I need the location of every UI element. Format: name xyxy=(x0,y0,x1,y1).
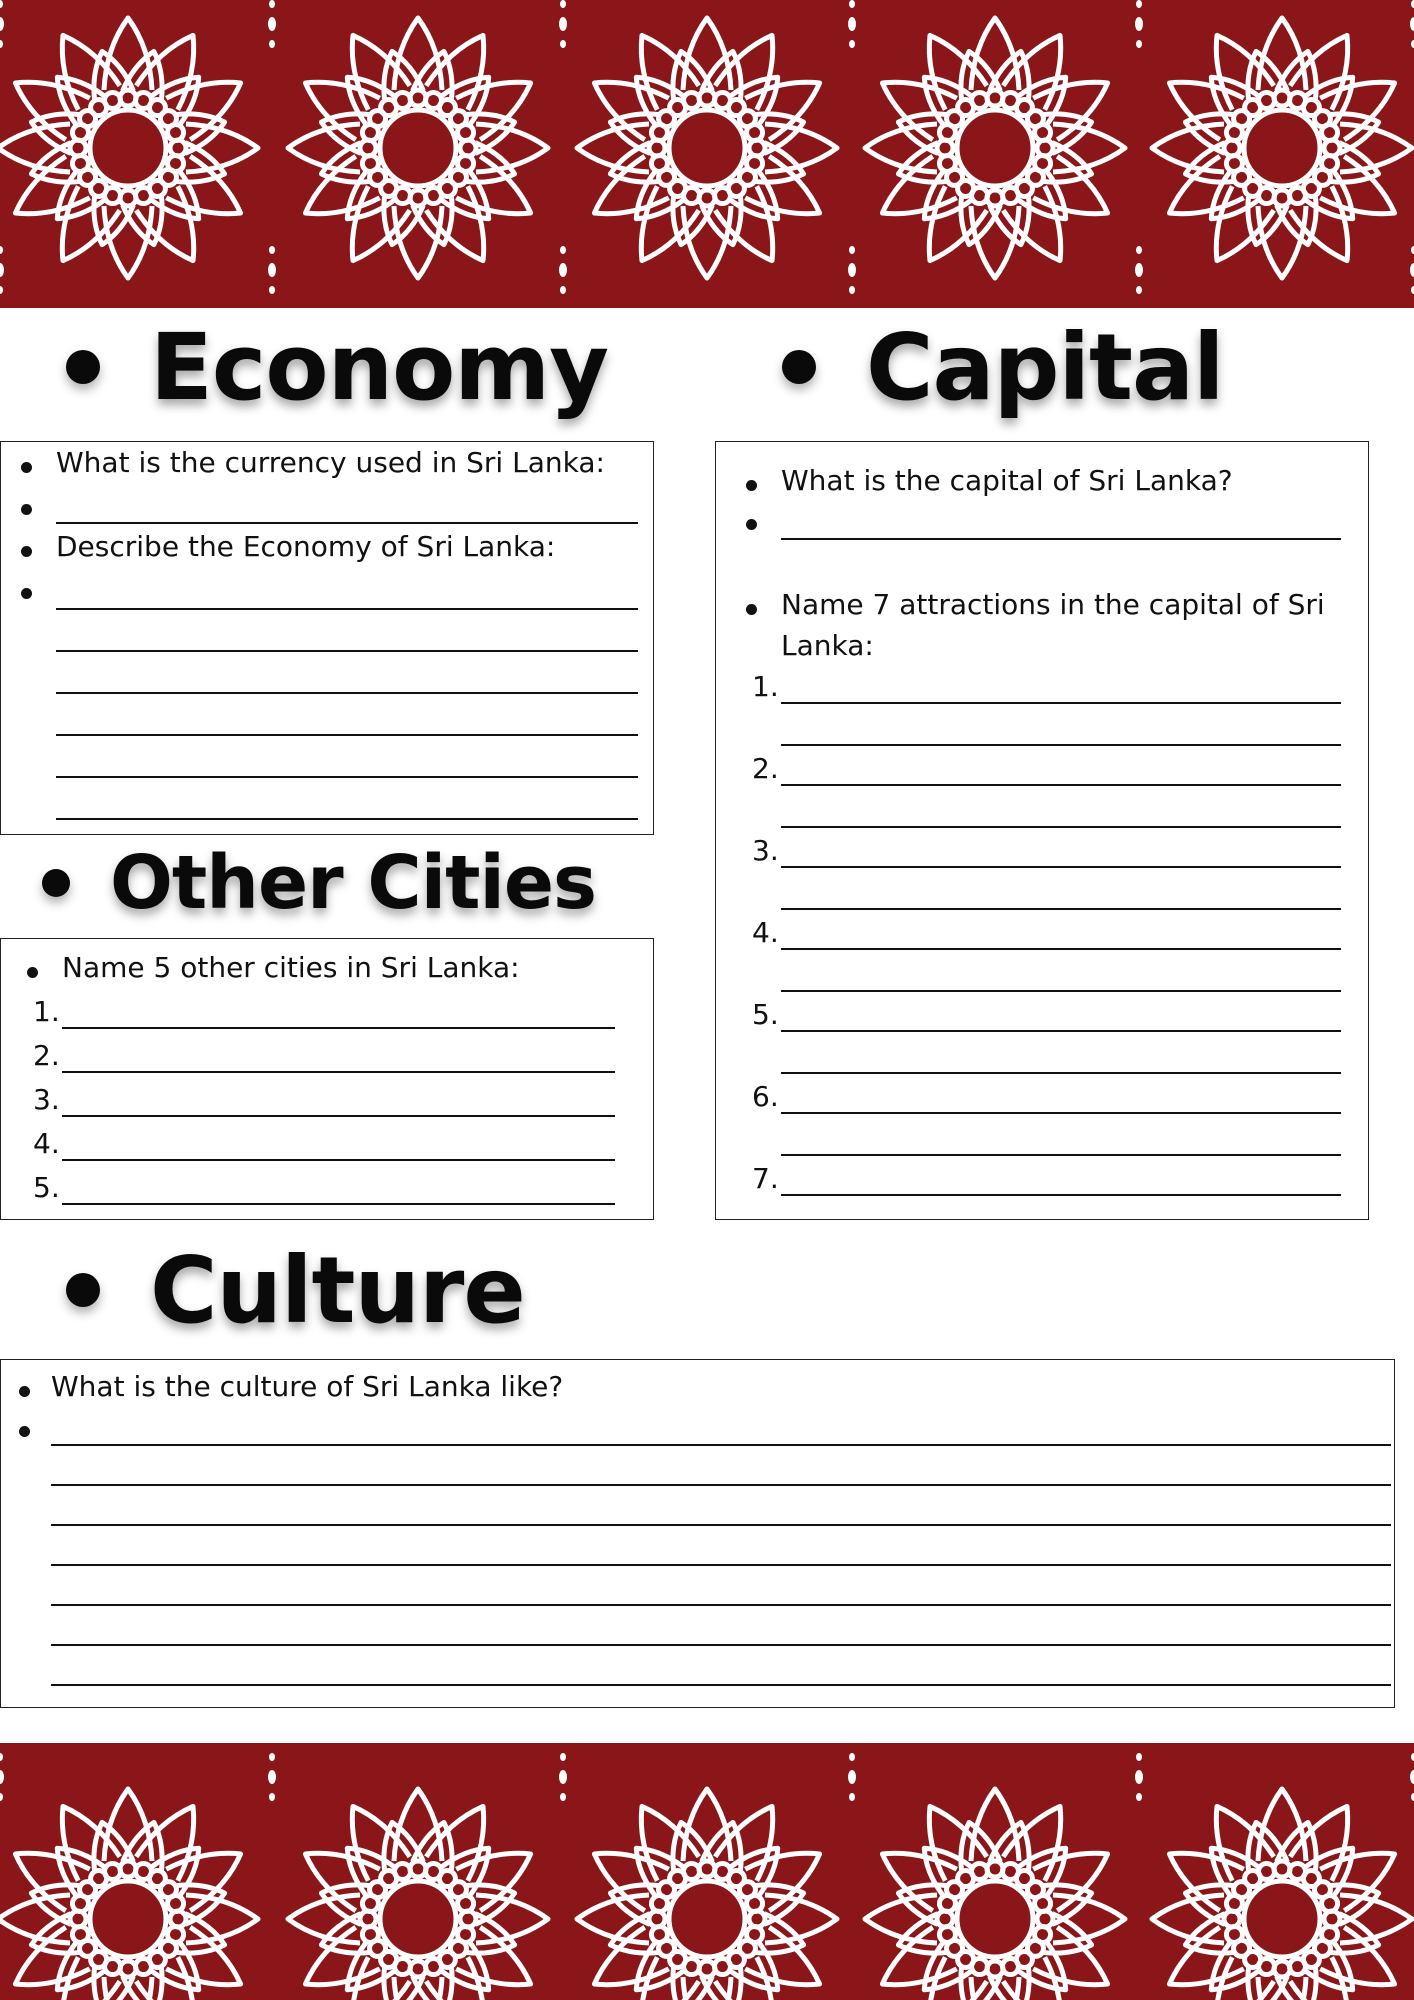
list-number: 2. xyxy=(33,1039,60,1072)
answer-line[interactable] xyxy=(62,1203,615,1205)
answer-line[interactable] xyxy=(781,990,1341,992)
list-number: 1. xyxy=(33,995,60,1028)
list-number: 7. xyxy=(752,1162,779,1195)
answer-line[interactable] xyxy=(62,1071,615,1073)
dot-divider-icon xyxy=(0,246,3,254)
top-banner xyxy=(0,0,1414,308)
answer-line[interactable] xyxy=(781,866,1341,868)
dot-divider-icon xyxy=(1410,263,1414,277)
dot-divider-icon xyxy=(268,17,276,31)
list-number: 3. xyxy=(752,834,779,867)
answer-line[interactable] xyxy=(56,818,638,820)
answer-line[interactable] xyxy=(51,1604,1391,1606)
answer-line[interactable] xyxy=(781,826,1341,828)
list-number: 4. xyxy=(33,1127,60,1160)
lotus-mandala-icon xyxy=(0,1789,258,2000)
dot-divider-icon xyxy=(849,286,855,294)
bullet-icon xyxy=(21,546,32,557)
answer-line[interactable] xyxy=(62,1159,615,1161)
capital-box xyxy=(715,441,1369,1220)
lotus-mandala-icon xyxy=(577,18,837,278)
bullet-icon xyxy=(19,1386,30,1397)
dot-divider-icon xyxy=(560,1793,566,1801)
bullet-icon xyxy=(746,480,757,491)
dot-divider-icon xyxy=(269,1753,275,1761)
answer-line[interactable] xyxy=(56,608,638,610)
bullet-icon xyxy=(746,519,757,530)
dot-divider-icon xyxy=(0,0,3,8)
heading-bullet-icon xyxy=(66,350,100,384)
dot-divider-icon xyxy=(1136,286,1142,294)
economy-title: Economy xyxy=(150,313,609,421)
answer-line[interactable] xyxy=(781,908,1341,910)
economy-question-describe: Describe the Economy of Sri Lanka: xyxy=(56,530,556,563)
dot-divider-icon xyxy=(0,1770,4,1784)
bullet-icon xyxy=(746,604,757,615)
lotus-pattern-bottom xyxy=(0,1743,1414,2000)
answer-line[interactable] xyxy=(781,1072,1341,1074)
answer-line[interactable] xyxy=(781,948,1341,950)
dot-divider-icon xyxy=(1136,0,1142,8)
other-cities-title: Other Cities xyxy=(110,840,597,926)
other-cities-box xyxy=(0,938,654,1220)
lotus-mandala-icon xyxy=(1152,1789,1412,2000)
lotus-pattern-top xyxy=(0,0,1414,308)
capital-question-capital: What is the capital of Sri Lanka? xyxy=(781,464,1233,497)
dot-divider-icon xyxy=(1135,1770,1143,1784)
lotus-mandala-icon xyxy=(288,18,548,278)
answer-line[interactable] xyxy=(781,1194,1341,1196)
answer-line[interactable] xyxy=(781,1112,1341,1114)
dot-divider-icon xyxy=(1136,1793,1142,1801)
capital-title: Capital xyxy=(866,313,1224,421)
dot-divider-icon xyxy=(849,1753,855,1761)
answer-line[interactable] xyxy=(62,1027,615,1029)
answer-line[interactable] xyxy=(56,650,638,652)
heading-bullet-icon xyxy=(782,350,816,384)
culture-question: What is the culture of Sri Lanka like? xyxy=(51,1370,564,1403)
lotus-mandala-icon xyxy=(0,18,258,278)
list-number: 1. xyxy=(752,670,779,703)
answer-line[interactable] xyxy=(781,784,1341,786)
list-number: 6. xyxy=(752,1080,779,1113)
dot-divider-icon xyxy=(849,0,855,8)
answer-line[interactable] xyxy=(781,538,1341,540)
answer-line[interactable] xyxy=(56,776,638,778)
economy-question-currency: What is the currency used in Sri Lanka: xyxy=(56,446,605,479)
dot-divider-icon xyxy=(1136,246,1142,254)
dot-divider-icon xyxy=(849,40,855,48)
dot-divider-icon xyxy=(848,1770,856,1784)
list-number: 3. xyxy=(33,1083,60,1116)
dot-divider-icon xyxy=(0,1793,3,1801)
capital-heading xyxy=(782,312,1224,422)
other-cities-heading xyxy=(42,838,596,928)
dot-divider-icon xyxy=(1410,17,1414,31)
answer-line[interactable] xyxy=(56,734,638,736)
answer-line[interactable] xyxy=(51,1644,1391,1646)
bottom-banner xyxy=(0,1743,1414,2000)
answer-line[interactable] xyxy=(781,1154,1341,1156)
dot-divider-icon xyxy=(560,0,566,8)
answer-line[interactable] xyxy=(51,1564,1391,1566)
dot-divider-icon xyxy=(269,40,275,48)
lotus-mandala-icon xyxy=(865,18,1125,278)
answer-line[interactable] xyxy=(781,744,1341,746)
dot-divider-icon xyxy=(0,40,3,48)
culture-box xyxy=(0,1359,1395,1708)
answer-line[interactable] xyxy=(51,1684,1391,1686)
dot-divider-icon xyxy=(268,1770,276,1784)
answer-line[interactable] xyxy=(62,1115,615,1117)
capital-question-attractions-cont: Lanka: xyxy=(781,629,874,662)
answer-line[interactable] xyxy=(781,702,1341,704)
dot-divider-icon xyxy=(1135,263,1143,277)
list-number: 2. xyxy=(752,752,779,785)
lotus-mandala-icon xyxy=(1152,18,1412,278)
dot-divider-icon xyxy=(1135,17,1143,31)
answer-line[interactable] xyxy=(56,692,638,694)
economy-box xyxy=(0,441,654,835)
dot-divider-icon xyxy=(849,1793,855,1801)
dot-divider-icon xyxy=(560,246,566,254)
answer-line[interactable] xyxy=(781,1030,1341,1032)
list-number: 4. xyxy=(752,916,779,949)
answer-line[interactable] xyxy=(51,1444,1391,1446)
dot-divider-icon xyxy=(1136,1753,1142,1761)
dot-divider-icon xyxy=(269,246,275,254)
dot-divider-icon xyxy=(559,263,567,277)
dot-divider-icon xyxy=(559,17,567,31)
bullet-icon xyxy=(21,504,32,515)
dot-divider-icon xyxy=(269,0,275,8)
dot-divider-icon xyxy=(268,263,276,277)
dot-divider-icon xyxy=(560,1753,566,1761)
dot-divider-icon xyxy=(849,246,855,254)
capital-question-attractions: Name 7 attractions in the capital of Sri xyxy=(781,588,1325,621)
economy-heading xyxy=(66,312,608,422)
bullet-icon xyxy=(21,588,32,599)
other-cities-question: Name 5 other cities in Sri Lanka: xyxy=(62,951,520,984)
dot-divider-icon xyxy=(1410,1770,1414,1784)
dot-divider-icon xyxy=(560,40,566,48)
bullet-icon xyxy=(19,1426,30,1437)
dot-divider-icon xyxy=(269,286,275,294)
dot-divider-icon xyxy=(0,286,3,294)
culture-heading xyxy=(66,1235,525,1345)
heading-bullet-icon xyxy=(42,869,70,897)
dot-divider-icon xyxy=(559,1770,567,1784)
bullet-icon xyxy=(21,462,32,473)
dot-divider-icon xyxy=(0,1753,3,1761)
dot-divider-icon xyxy=(0,263,4,277)
answer-line[interactable] xyxy=(56,522,638,524)
answer-line[interactable] xyxy=(51,1484,1391,1486)
dot-divider-icon xyxy=(848,17,856,31)
lotus-mandala-icon xyxy=(865,1789,1125,2000)
lotus-mandala-icon xyxy=(288,1789,548,2000)
dot-divider-icon xyxy=(560,286,566,294)
dot-divider-icon xyxy=(848,263,856,277)
list-number: 5. xyxy=(33,1171,60,1204)
bullet-icon xyxy=(27,967,38,978)
list-number: 5. xyxy=(752,998,779,1031)
dot-divider-icon xyxy=(1136,40,1142,48)
dot-divider-icon xyxy=(269,1793,275,1801)
answer-line[interactable] xyxy=(51,1524,1391,1526)
dot-divider-icon xyxy=(0,17,4,31)
lotus-mandala-icon xyxy=(577,1789,837,2000)
heading-bullet-icon xyxy=(66,1273,100,1307)
culture-title: Culture xyxy=(150,1236,525,1344)
